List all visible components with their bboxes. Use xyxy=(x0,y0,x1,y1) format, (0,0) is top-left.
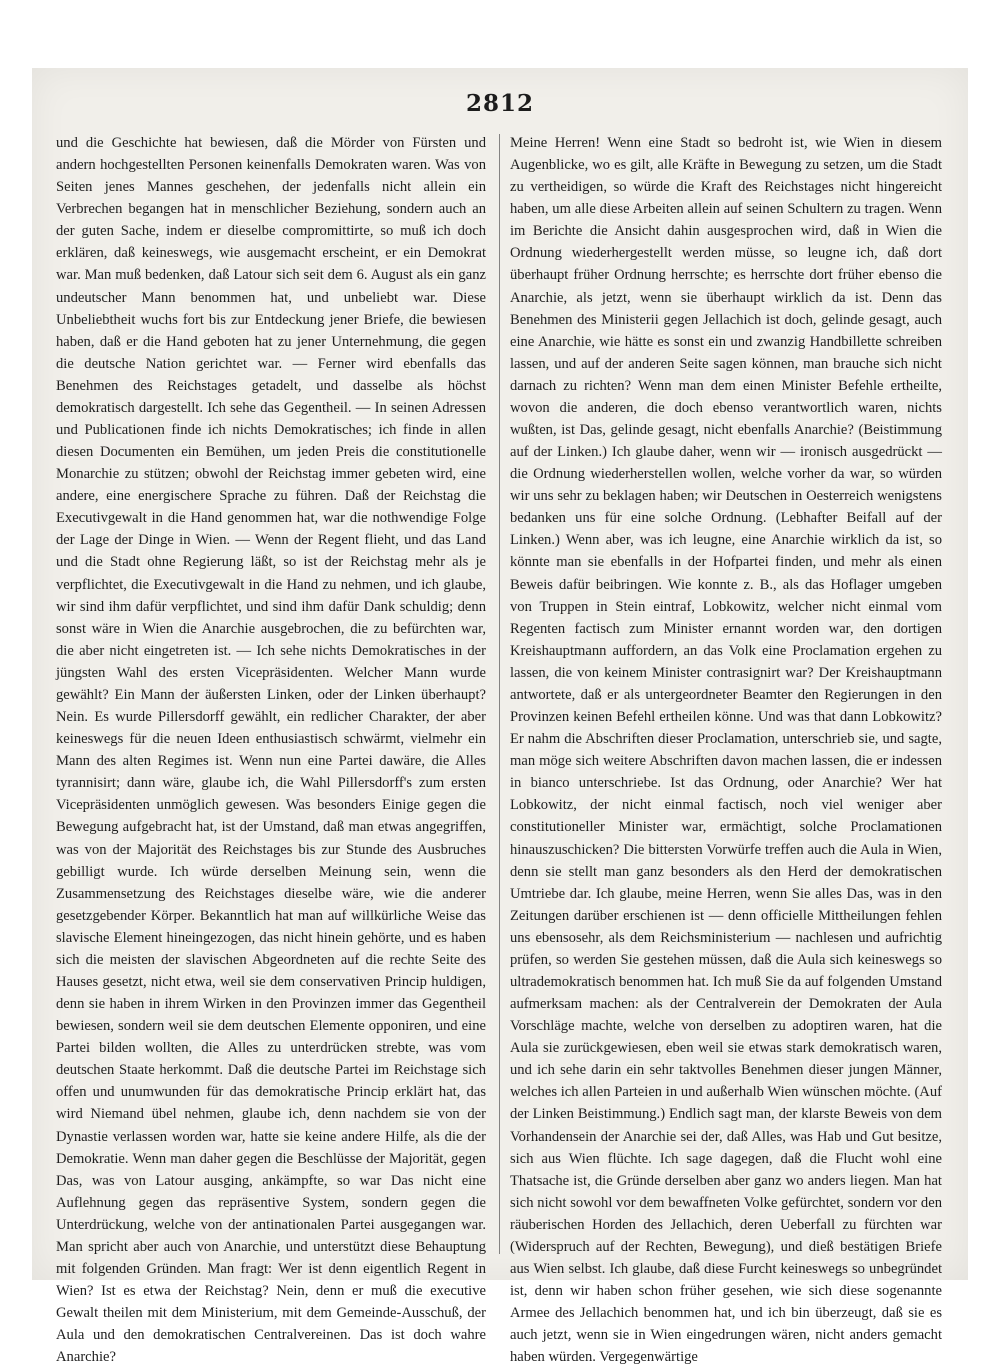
left-column-text: und die Geschichte hat bewiesen, daß die Mörder von Fürsten und andern hochgestellten Personen keinenfalls Demokraten waren. Was von Seiten jenes Mannes geschehen, der jedenfalls nicht allein ein Verbrechen begangen hat in menschlicher Beziehung, sondern auch an der guten Sache, indem er dieselbe compromittirte, so muß ich doch erklären, daß keineswegs, wie ausgemacht erscheint, er ein Demokrat war. Man muß bedenken, daß Latour sich seit dem 6. August als ein ganz undeutscher Mann benommen hat, und unbeliebt war. Diese Unbeliebtheit wuchs fort bis zur Entdeckung jener Briefe, die bewiesen haben, daß er die Hand geboten hat zu jener Unternehmung, die gegen die deutsche Nation gerichtet war. — Ferner wird ebenfalls das Benehmen des Reichstages getadelt, und dasselbe als höchst demokratisch dargestellt. Ich sehe das Gegentheil. — In seinen Adressen und Publicationen finde ich nichts Demokratisches; ich finde in allen diesen Documenten ein Bemühen, um jeden Preis die constitutionelle Monarchie zu stützen; obwohl der Reichstag immer gebeten wird, eine andere, eine energischere Sprache zu führen. Daß der Reichstag die Executivgewalt in die Hand genommen hat, war die nothwendige Folge der Lage der Dinge in Wien. — Wenn der Regent flieht, und das Land und die Stadt ohne Regierung läßt, so ist der Reichstag mehr als je verpflichtet, die Executivgewalt in die Hand zu nehmen, und ich glaube, wir sind ihm dafür verpflichtet, und sind ihm dafür Dank schuldig; denn sonst wäre in Wien die Anarchie ausgebrochen, die zu befürchten war, die aber nicht eingetreten ist. — Ich sehe nichts Demokratisches in der jüngsten Wahl des ersten Vicepräsidenten. Welcher Mann wurde gewählt? Ein Mann der äußersten Linken, oder der Linken überhaupt? Nein. Es wurde Pillersdorff gewählt, ein redlicher Charakter, der aber keineswegs für die neuen Ideen enthusiastisch schwärmt, vielmehr ein Mann des alten Regimes ist. Wenn nun eine Partei dawäre, die Alles tyrannisirt; dann wäre, glaube ich, die Wahl Pillersdorff's zum ersten Vicepräsidenten unmöglich gewesen. Was besonders Einige gegen die Bewegung aufgebracht hat, ist der Umstand, daß man etwas angegriffen, was von der Majorität des Reichstages bis zur Stunde des Ausbruches gebilligt wurde. Ich würde derselben Meinung sein, wenn die Zusammensetzung des Reichstages dieselbe wäre, wie die anderer gesetzgebender Körper. Bekanntlich hat man auf willkürliche Weise das slavische Element hineingezogen, das nicht hinein gehörte, und es haben sich die meisten der slavischen Abgeordneten auf die rechte Seite des Hauses gesetzt, nicht etwa, weil sie dem conservativen Princip huldigen, denn sie haben in ihrem Wirken in den Provinzen immer das Gegentheil bewiesen, sondern weil sie dem deutschen Elemente opponiren, und eine Partei bilden wollten, die Alles zu unterdrücken strebte, was vom deutschen Staate herkommt. Daß die deutsche Partei im Reichstage sich offen und unumwunden für das demokratische Princip erklärt hat, das wird Niemand übel nehmen, glaube ich, denn nachdem sie von der Dynastie verlassen worden war, hatte sie keine andere Hilfe, als die der Demokratie. Wenn man daher gegen die Beschlüsse der Majorität, gegen Das, was von Latour ausging, ankämpfte, so war Das nicht eine Auflehnung gegen das repräsentive System, sondern gegen die Unterdrückung, welche von der antinationalen Partei ausgegangen war. Man spricht aber auch von Anarchie, und unterstützt diese Behauptung mit folgenden Gründen. Man fragt: Wer ist denn eigentlich Regent in Wien? Ist es etwa der Reichstag? Nein, denn er muß die executive Gewalt theilen mit dem Ministerium, mit dem Gemeinde-Ausschuß, der Aula und den demokratischen Centralvereinen. Das ist doch wahre Anarchie? xyxy=(56,135,486,1366)
column-divider xyxy=(499,134,500,1254)
right-column-text: Meine Herren! Wenn eine Stadt so bedroht ist, wie Wien in diesem Augenblicke, wo es gilt, alle Kräfte in Bewegung zu setzen, um die Stadt zu vertheidigen, so würde die Kraft des Reichstages nicht hingereicht haben, um alle diese Arbeiten allein auf seinen Schultern zu tragen. Wenn im Berichte die Ansicht dahin ausgesprochen wird, daß in Wien die Ordnung wiederhergestellt werden müsse, so leugne ich, daß dort überhaupt früher Ordnung herrschte; es herrschte dort früher ebenso die Anarchie, als jetzt, wenn sie überhaupt wirklich da ist. Denn das Benehmen des Ministerii gegen Jellachich ist doch, gelinde gesagt, auch eine Anarchie, wie hätte es sonst ein und zwanzig Handbillette schreiben lassen, und auf der anderen Seite sagen können, man brauche sich nicht darnach zu richten? Wenn man dem einen Minister Befehle ertheilte, wovon die anderen, die doch ebenso verantwortlich waren, nichts wußten, ist Das, gelinde gesagt, nicht ebenfalls Anarchie? (Beistimmung auf der Linken.) Ich glaube daher, wenn wir — ironisch ausgedrückt — die Ordnung wiederherstellen wollen, welche vorher da war, so würden wir uns sehr zu beklagen haben; wir Deutschen in Oesterreich wenigstens bedanken uns für eine solche Ordnung. (Lebhafter Beifall auf der Linken.) Wenn aber, was ich leugne, eine Anarchie wirklich da ist, so könnte man sie ebenfalls in der Hofpartei finden, und mehr als einen Beweis dafür beibringen. Wie konnte z. B., als das Hoflager umgeben von Truppen in Stein eintraf, Lobkowitz, welcher nicht einmal vom Regenten factisch zum Minister ernannt worden war, den dortigen Kreishauptmann auffordern, an das Volk eine Proclamation ergehen zu lassen, die von keinem Minister contrasignirt war? Der Kreishauptmann antwortete, daß er als untergeordneter Beamter den Regierungen in den Provinzen keinen Befehl ertheilen könne. Und was that dann Lobkowitz? Er nahm die Abschriften dieser Proclamation, unterschrieb sie, und sagte, man möge sich weitere Abschriften davon machen lassen, die er indessen in bianco unterschriebe. Ist das Ordnung, oder Anarchie? Wer hat Lobkowitz, der nicht einmal factisch, noch viel weniger aber constitutioneller Minister war, ermächtigt, solche Proclamationen hinauszuschicken? Die bittersten Vorwürfe treffen auch die Aula in Wien, denn sie stellt man ganz besonders als den Herd der demokratischen Umtriebe dar. Ich glaube, meine Herren, wenn Sie alles Das, was in den Zeitungen darüber erschienen ist — denn officielle Mittheilungen fehlen uns ebensosehr, als dem Reichsministerium — nachlesen und aufrichtig prüfen, so werden Sie gestehen müssen, daß die Aula sich keineswegs so ultrademokratisch benommen hat. Ich muß Sie da auf folgenden Umstand aufmerksam machen: als der Centralverein der Demokraten der Aula Vorschläge machte, welche von derselben zu adoptiren waren, hat die Aula sie zurückgewiesen, eben weil sie etwas stark demokratisch waren, und ich sehe darin ein sehr taktvolles Benehmen dieser jungen Männer, welches ich allen Parteien in und außerhalb Wien wünschen möchte. (Auf der Linken Beistimmung.) Endlich sagt man, der klarste Beweis von dem Vorhandensein der Anarchie sei der, daß Alles, was Hab und Gut besitze, sich aus Wien flüchte. Ich sage dagegen, daß die Flucht wohl eine Thatsache ist, die Gründe derselben aber ganz wo anders liegen. Man hat sich nicht sowohl vor dem bewaffneten Volke gefürchtet, sondern vor den räuberischen Horden des Jellachich, deren Ueberfall zu fürchten war (Widerspruch auf der Rechten, Bewegung), und dieß bestätigen Briefe aus Wien selbst. Ich glaube, daß diese Furcht keineswegs so unbegründet ist, denn wir haben schon früher gesehen, wie sich diese sogenannte Armee des Jellachich benommen hat, und ich bin überzeugt, daß sie es auch jetzt, wenn sie in Wien eingedrungen wären, nicht anders gemacht haben würden. Vergegenwärtige xyxy=(510,135,942,1366)
newspaper-page xyxy=(32,68,968,1366)
page-number: 2812 xyxy=(465,90,534,117)
text-column-left xyxy=(56,132,486,1366)
text-column-right xyxy=(510,132,942,1366)
